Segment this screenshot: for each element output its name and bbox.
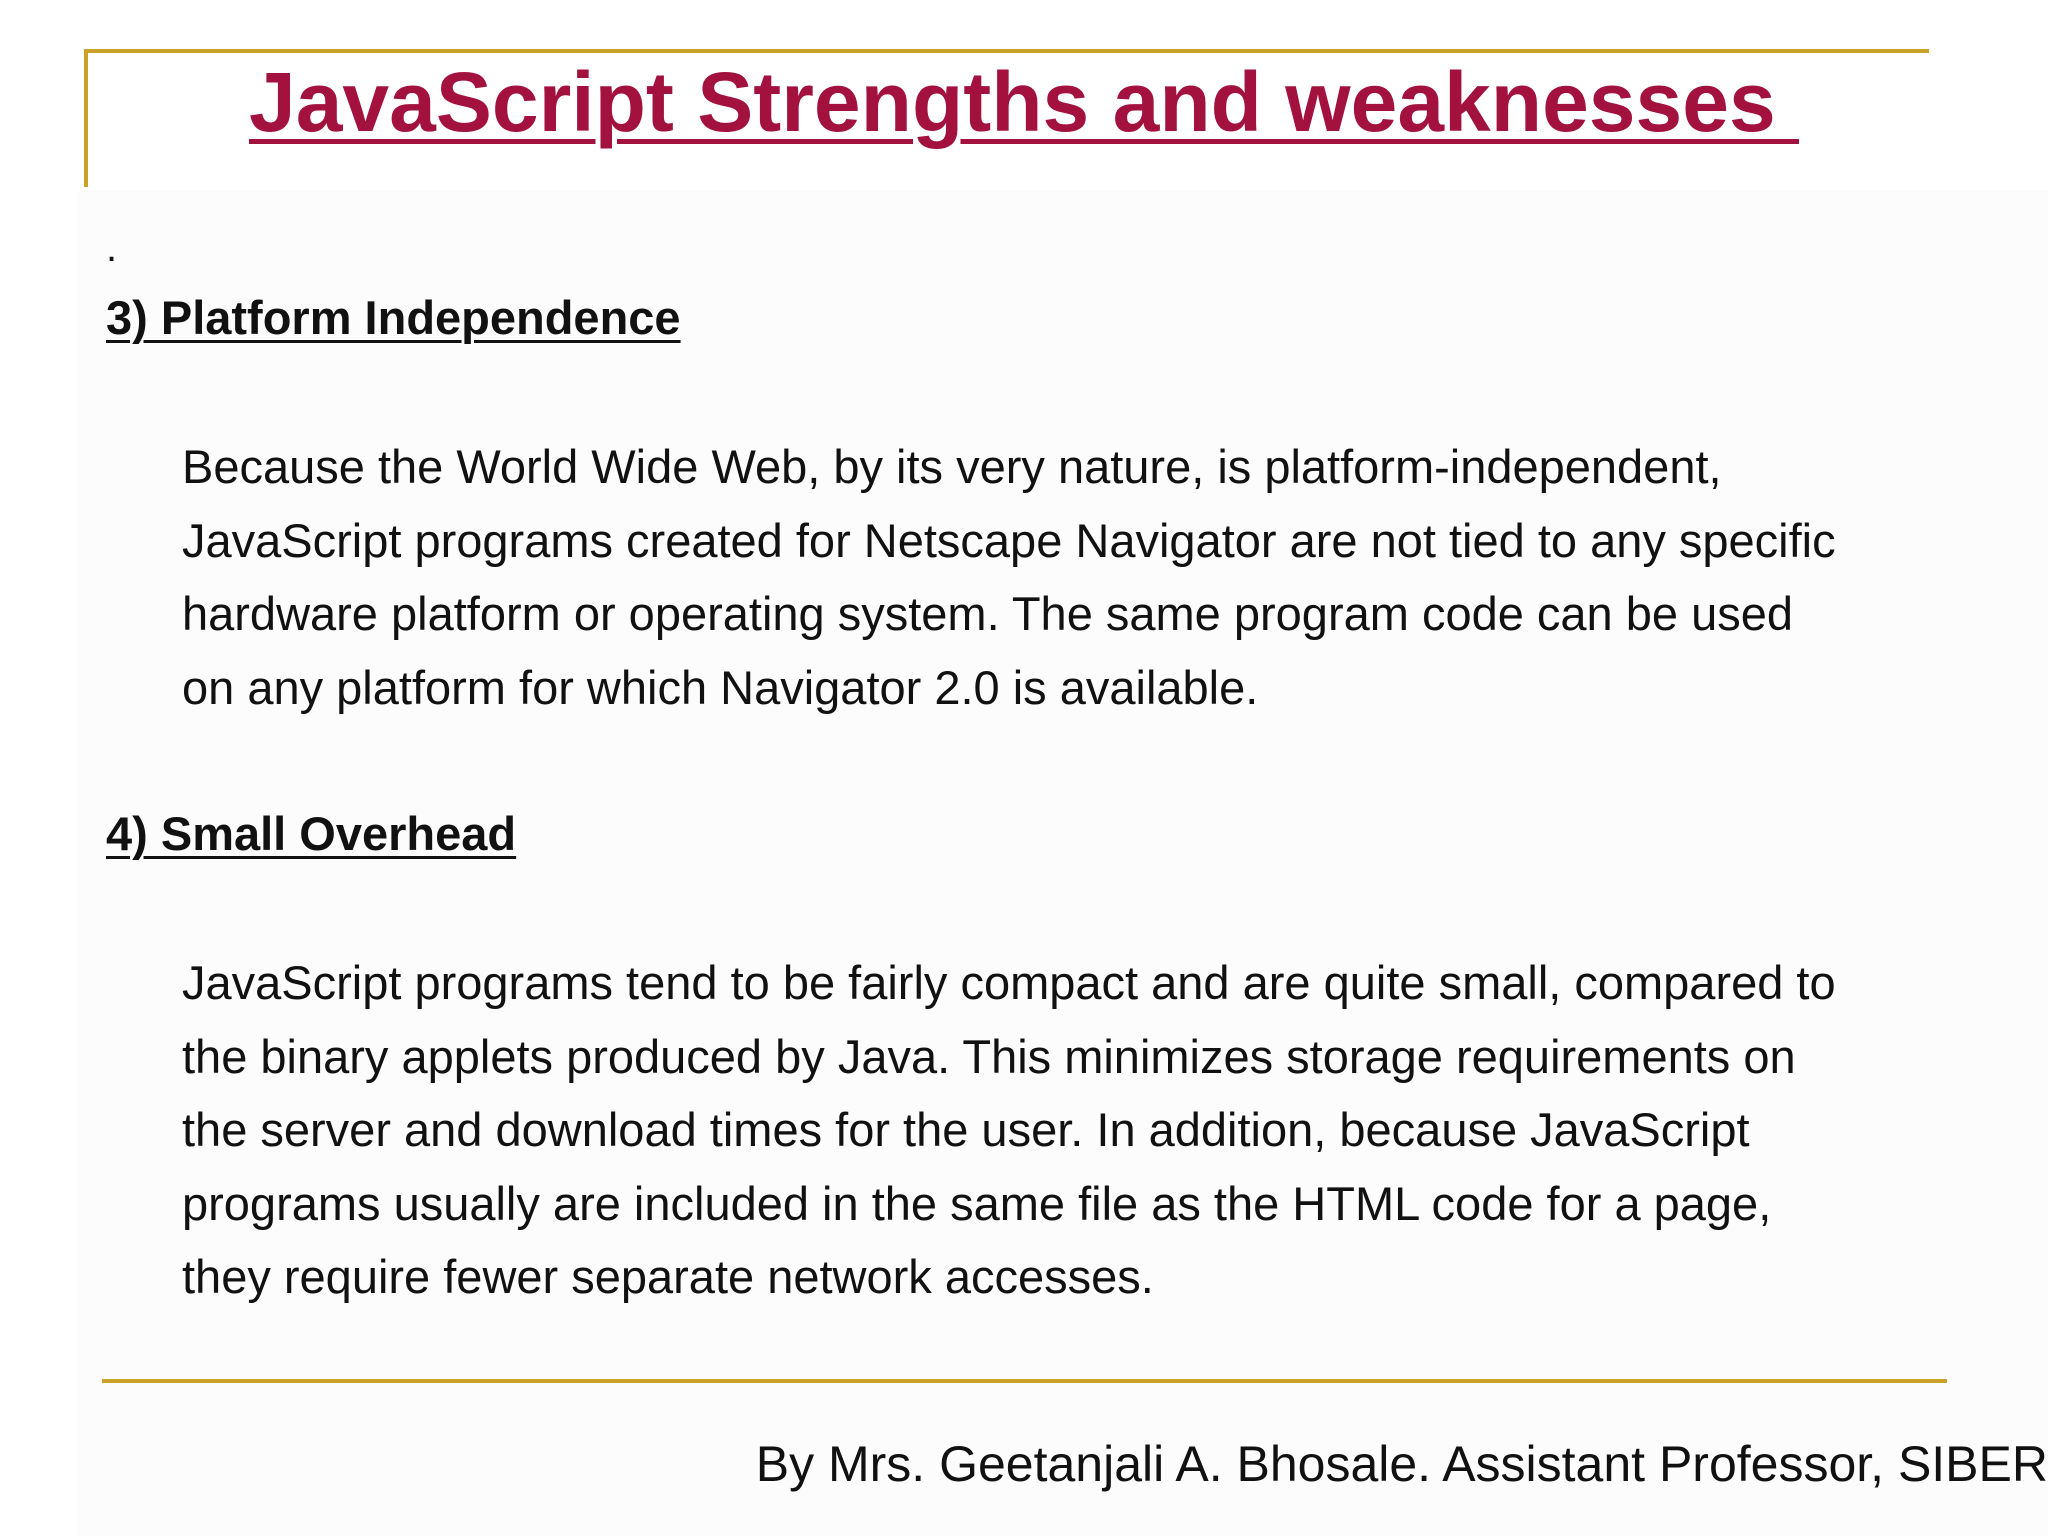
section-paragraph-platform-independence <box>182 430 2022 724</box>
paragraph-line: JavaScript programs created for Netscape Navigator are not tied to any specific <box>182 513 1836 567</box>
section-paragraph-small-overhead <box>182 946 2022 1314</box>
footer-rule <box>102 1379 1947 1383</box>
paragraph-line: JavaScript programs tend to be fairly compact and are quite small, compared to <box>182 956 1836 1009</box>
paragraph-line: on any platform for which Navigator 2.0 is available. <box>182 660 1259 714</box>
slide-title: JavaScript Strengths and weaknesses <box>248 55 1800 149</box>
section-heading-small-overhead: 4) Small Overhead <box>106 807 517 860</box>
paragraph-line: Because the World Wide Web, by its very nature, is platform-independent, <box>182 440 1722 493</box>
section-heading-platform-independence: 3) Platform Independence <box>106 291 681 344</box>
paragraph-line: they require fewer separate network accesses. <box>182 1250 1154 1303</box>
footer-author-credit: By Mrs. Geetanjali A. Bhosale. Assistant Professor, SIBER <box>755 1436 2048 1492</box>
stray-dot: . <box>106 226 118 270</box>
paragraph-line: the server and download times for the user. In addition, because JavaScript <box>182 1103 1750 1156</box>
paragraph-line: hardware platform or operating system. The same program code can be used <box>182 587 1794 640</box>
paragraph-line: the binary applets produced by Java. This minimizes storage requirements on <box>182 1029 1796 1083</box>
paragraph-line: programs usually are included in the same file as the HTML code for a page, <box>182 1176 1772 1230</box>
